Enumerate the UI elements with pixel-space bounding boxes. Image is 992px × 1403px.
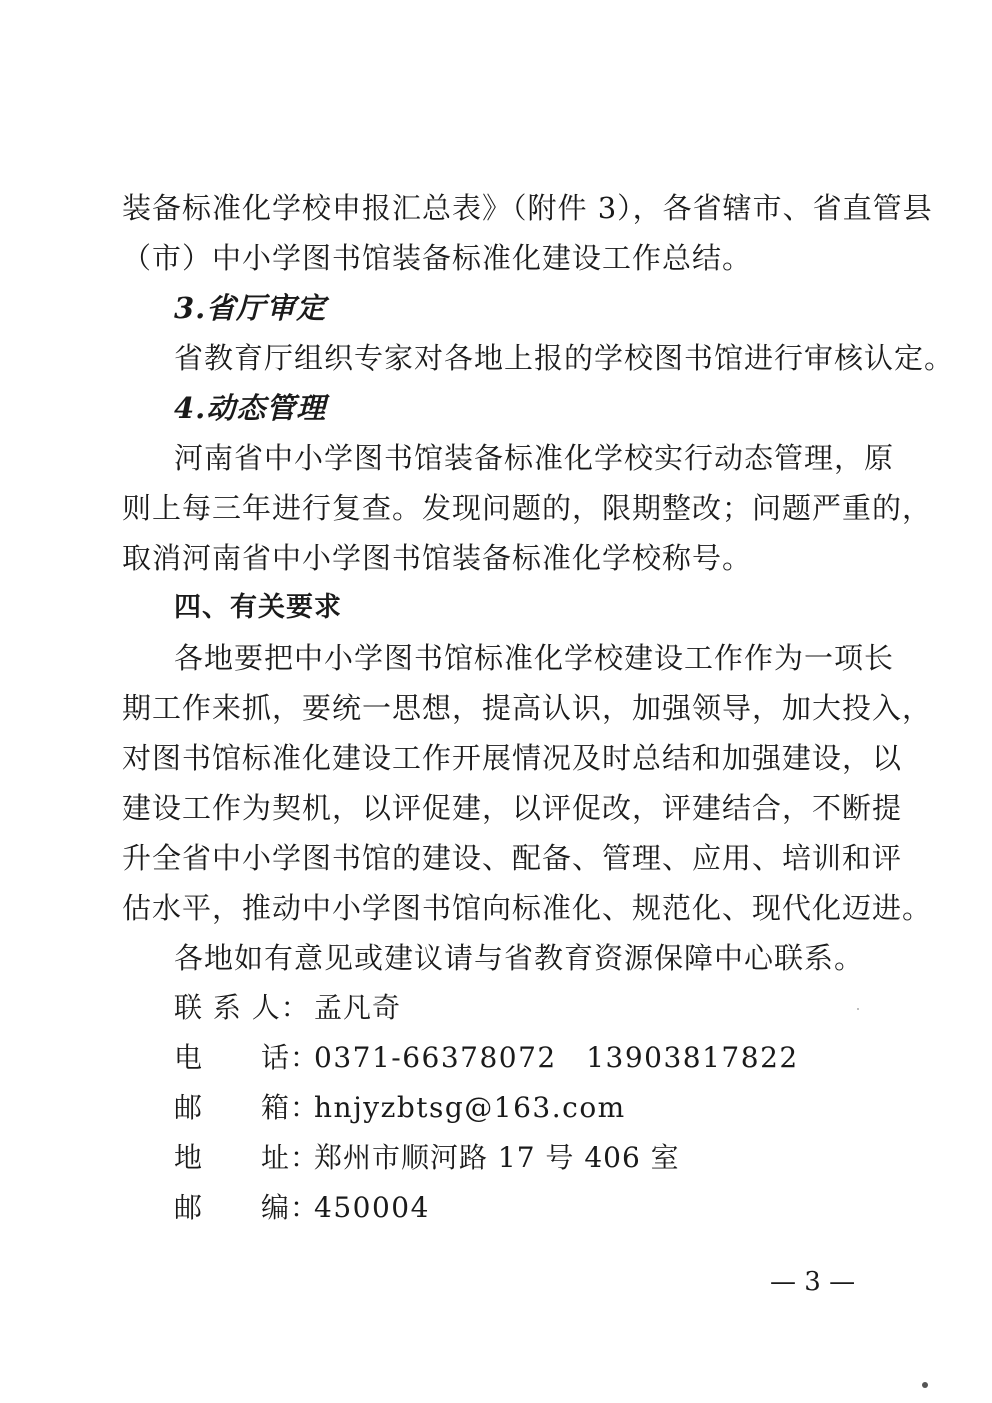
contact-phone-value: 0371-66378072 13903817822 — [314, 1041, 799, 1074]
contact-phone-row — [174, 1036, 799, 1080]
body-line: 对图书馆标准化建设工作开展情况及时总结和加强建设，以 — [122, 741, 903, 775]
contact-email-label: 邮 箱： — [174, 1091, 320, 1124]
subheading-dynamic-management: 4.动态管理 — [174, 391, 327, 425]
section-heading-requirements: 四、有关要求 — [174, 592, 342, 623]
contact-email-value: hnjyzbtsg@163.com — [314, 1091, 626, 1124]
body-line: 装备标准化学校申报汇总表》（附件 3），各省辖市、省直管县 — [122, 191, 933, 225]
contact-person-label: 联 系 人： — [174, 991, 310, 1024]
contact-postcode-value: 450004 — [314, 1191, 430, 1224]
body-line: 估水平，推动中小学图书馆向标准化、规范化、现代化迈进。 — [122, 891, 933, 925]
contact-email-row — [174, 1086, 626, 1130]
body-line: 升全省中小学图书馆的建设、配备、管理、应用、培训和评 — [122, 841, 903, 875]
contact-person-row — [174, 986, 401, 1030]
contact-address-label: 地 址： — [174, 1141, 320, 1174]
contact-postcode-label: 邮 编： — [174, 1191, 320, 1224]
subheading-review: 3.省厅审定 — [174, 291, 327, 325]
body-line: 期工作来抓，要统一思想，提高认识，加强领导，加大投入， — [122, 691, 933, 725]
contact-address-row — [174, 1136, 680, 1180]
page-number: — 3 — — [770, 1267, 856, 1297]
contact-intro: 各地如有意见或建议请与省教育资源保障中心联系。 — [174, 941, 865, 975]
body-line: 各地要把中小学图书馆标准化学校建设工作作为一项长 — [174, 641, 895, 675]
contact-postcode-row — [174, 1186, 430, 1230]
scan-speck — [857, 1008, 859, 1010]
body-line: 省教育厅组织专家对各地上报的学校图书馆进行审核认定。 — [174, 341, 955, 375]
body-line: 建设工作为契机，以评促建，以评促改，评建结合，不断提 — [122, 791, 903, 825]
body-line: 则上每三年进行复查。发现问题的，限期整改；问题严重的， — [122, 491, 933, 525]
body-line: 河南省中小学图书馆装备标准化学校实行动态管理，原 — [174, 441, 895, 475]
contact-person-value: 孟凡奇 — [314, 991, 402, 1024]
body-line: （市）中小学图书馆装备标准化建设工作总结。 — [122, 241, 753, 275]
contact-phone-label: 电 话： — [174, 1041, 320, 1074]
scan-speck — [922, 1382, 928, 1388]
body-line: 取消河南省中小学图书馆装备标准化学校称号。 — [122, 541, 753, 575]
contact-address-value: 郑州市顺河路 17 号 406 室 — [314, 1141, 680, 1174]
